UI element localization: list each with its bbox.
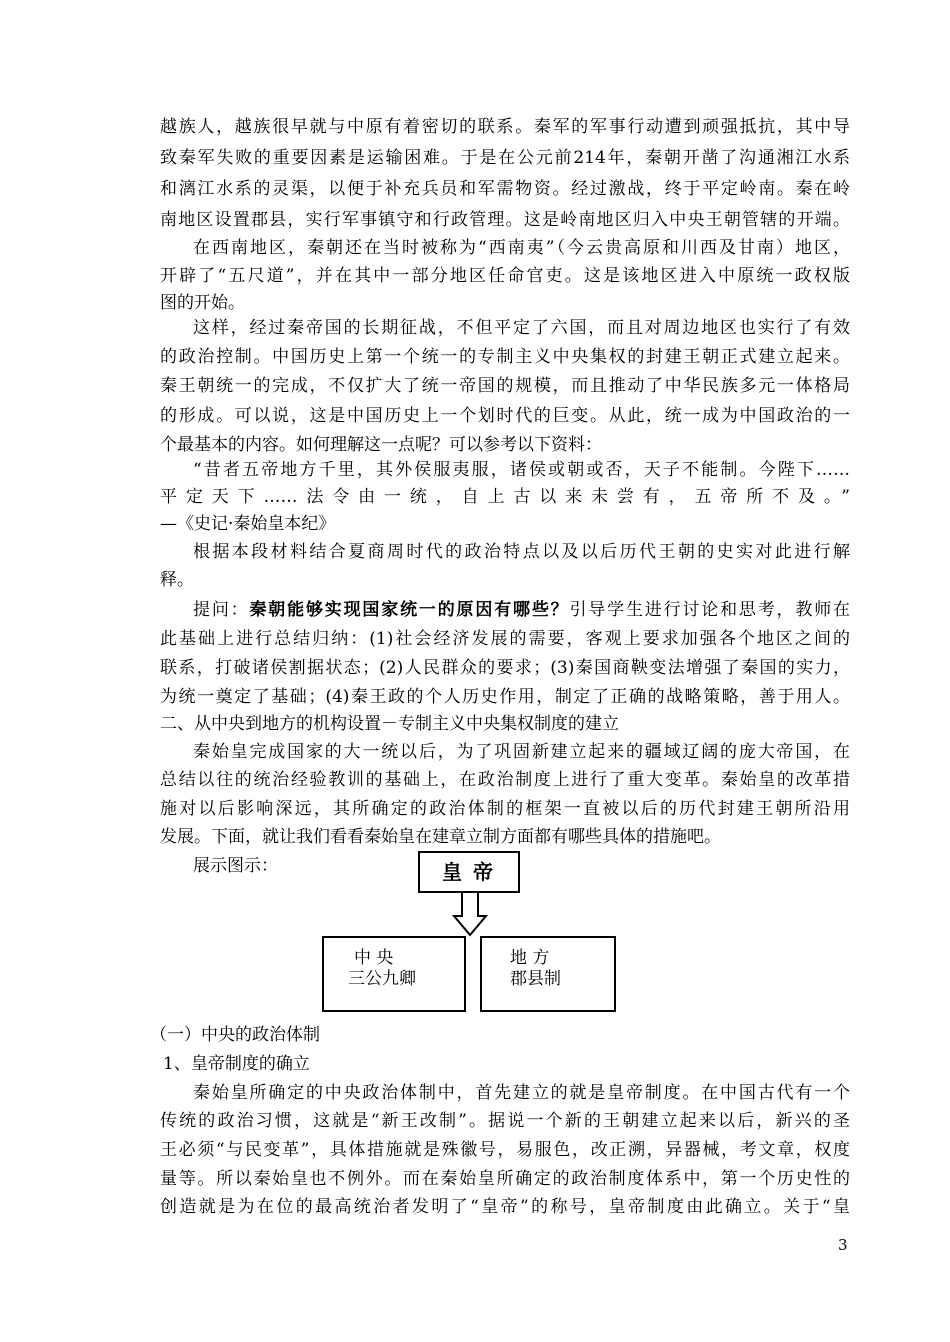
text-line: 根据本段材料结合夏商周时代的政治特点以及以后历代王朝的史实对此进行解: [193, 542, 850, 562]
text-line: 释。: [160, 570, 194, 590]
text-line: 施对以后影响深远，其所确定的政治体制的框架一直被以后的历代封建王朝所沿用: [160, 799, 850, 819]
text-line: 联系，打破诸侯割据状态；(2)人民群众的要求；(3)秦国商鞅变法增强了秦国的实力，: [160, 658, 850, 678]
central-sub: 三公九卿: [348, 969, 416, 989]
text-line: 秦始皇完成国家的大一统以后，为了巩固新建立起来的疆域辽阔的庞大帝国，在: [193, 742, 850, 762]
text-line: 王必须“与民变革”，具体措施就是殊徽号，易服色，改正溯，异器械，考文章，权度: [160, 1140, 850, 1160]
text-line: 秦王朝统一的完成，不仅扩大了统一帝国的规模，而且推动了中华民族多元一体格局: [160, 376, 850, 396]
local-box: [480, 936, 616, 1012]
quote-line: “昔者五帝地方千里，其外侯服夷服，诸侯或朝或否，天子不能制。今陛下……: [193, 460, 850, 480]
text-line: 此基础上进行总结归纳：(1)社会经济发展的需要，客观上要求加强各个地区之间的: [160, 629, 850, 649]
text-line: 个最基本的内容。如何理解这一点呢？可以参考以下资料：: [160, 435, 602, 455]
text-line: 南地区设置郡县，实行军事镇守和行政管理。这是岭南地区归入中央王朝管辖的开端。: [160, 210, 850, 230]
text-line: 图的开始。: [160, 293, 245, 313]
text-line: 秦始皇所确定的中央政治体制中，首先建立的就是皇帝制度。在中国古代有一个: [193, 1083, 850, 1103]
text-line: 越族人，越族很早就与中原有着密切的联系。秦军的军事行动遭到顽强抵抗，其中导: [160, 117, 850, 137]
quote-source: —《史记·秦始皇本纪》: [160, 514, 336, 534]
down-arrow-icon: [451, 891, 489, 937]
question-prefix: 提问：: [193, 600, 250, 620]
text-line: 在西南地区，秦朝还在当时被称为“西南夷”（今云贵高原和川西及甘南）地区，: [193, 238, 850, 258]
quote-line: 平定天下……法令由一统，自上古以来未尝有，五帝所不及。”: [160, 487, 850, 507]
subsection-heading: （一）中央的政治体制: [150, 1025, 320, 1045]
text-line: 致秦军失败的重要因素是运输困难。于是在公元前214年，秦朝开凿了沟通湘江水系: [160, 148, 850, 168]
emperor-label: 皇 帝: [442, 860, 495, 884]
text-line: 发展。下面，就让我们看看秦始皇在建章立制方面都有哪些具体的措施吧。: [160, 827, 721, 847]
question-rest: 引导学生进行讨论和思考，教师在: [569, 600, 851, 620]
text-line: 创造就是为在位的最高统治者发明了“皇帝”的称号，皇帝制度由此确立。关于“皇: [160, 1197, 850, 1217]
central-title: 中 央: [354, 948, 394, 968]
text-line: 开辟了“五尺道”，并在其中一部分地区任命官吏。这是该地区进入中原统一政权版: [160, 266, 850, 286]
question-bold: 秦朝能够实现国家统一的原因有哪些？: [249, 600, 570, 620]
text-line: 和漓江水系的灵渠，以便于补充兵员和军需物资。经过激战，终于平定岭南。秦在岭: [160, 179, 850, 199]
local-sub: 郡县制: [510, 969, 561, 989]
text-line: 的政治控制。中国历史上第一个统一的专制主义中央集权的封建王朝正式建立起来。: [160, 347, 850, 367]
text-line: 的形成。可以说，这是中国历史上一个划时代的巨变。从此，统一成为中国政治的一: [160, 406, 850, 426]
section-heading: 二、从中央到地方的机构设置－专制主义中央集权制度的建立: [160, 714, 619, 734]
page-number: 3: [838, 1236, 848, 1254]
text-line: 总结以往的统治经验教训的基础上，在政治制度上进行了重大变革。秦始皇的改革措: [160, 770, 850, 790]
central-box: [322, 936, 466, 1012]
text-line: 传统的政治习惯，这就是“新王改制”。据说一个新的王朝建立起来以后，新兴的圣: [160, 1111, 850, 1131]
diagram-caption: 展示图示：: [193, 856, 278, 876]
text-line: 这样，经过秦帝国的长期征战，不但平定了六国，而且对周边地区也实行了有效: [193, 318, 850, 338]
local-title: 地 方: [510, 948, 550, 968]
emperor-box: [418, 851, 520, 893]
subsection-heading: 1、皇帝制度的确立: [163, 1054, 310, 1074]
text-line: 量等。所以秦始皇也不例外。而在秦始皇所确定的政治制度体系中，第一个历史性的: [160, 1169, 850, 1189]
question-line: [193, 600, 850, 620]
text-line: 为统一奠定了基础；(4)秦王政的个人历史作用，制定了正确的战略策略，善于用人。: [160, 687, 850, 707]
